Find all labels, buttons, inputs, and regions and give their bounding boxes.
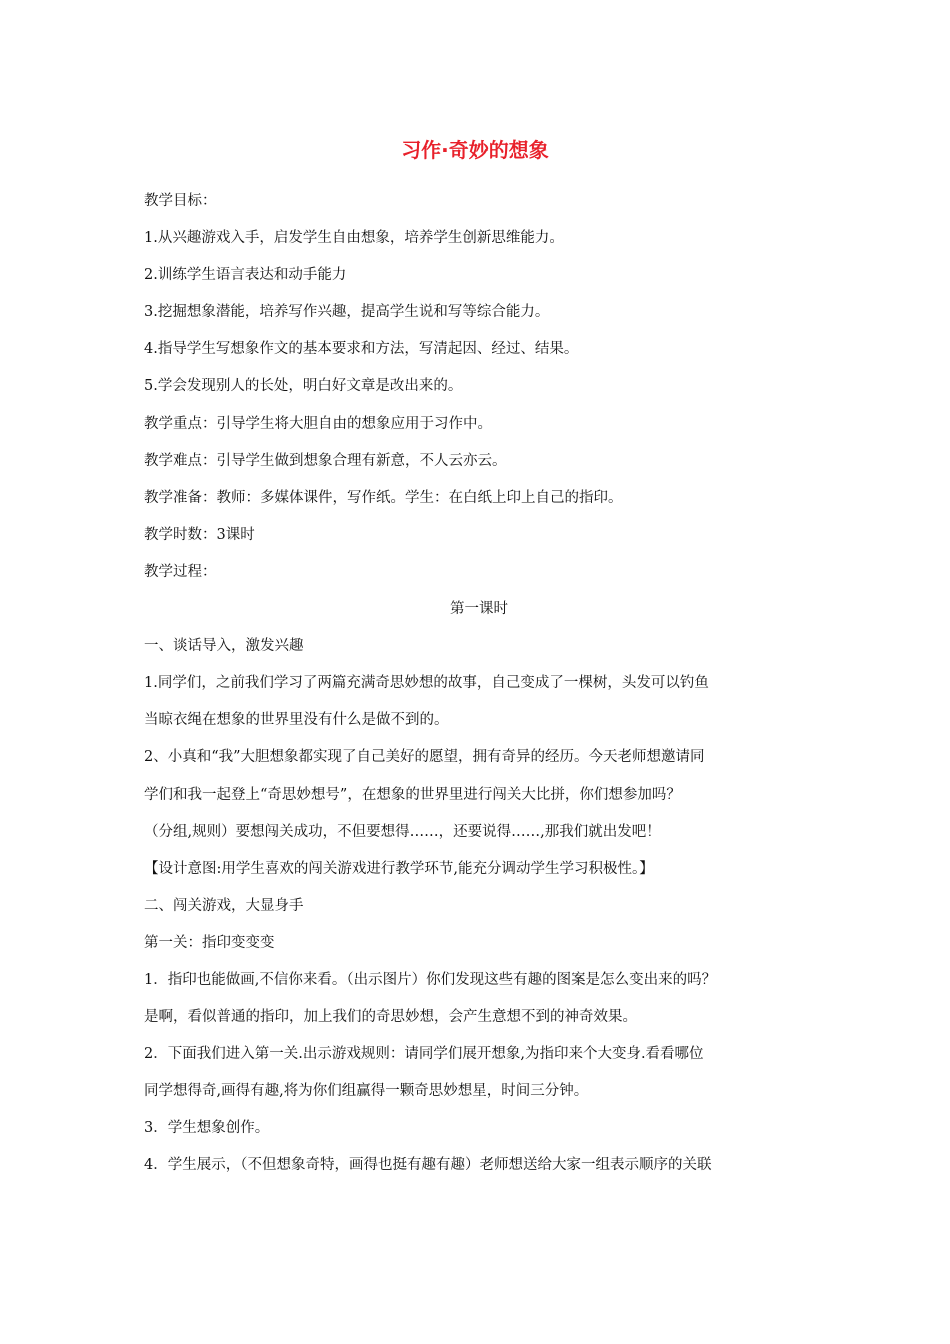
document-body [144,183,814,1185]
text-line: 3.挖掘想象潜能，培养写作兴趣，提高学生说和写等综合能力。 [144,304,550,321]
text-line: 【设计意图:用学生喜欢的闯关游戏进行教学环节,能充分调动学生学习积极性。】 [144,860,654,877]
text-line: 当晾衣绳在想象的世界里没有什么是做不到的。 [144,712,449,729]
section-heading: 第一课时 [450,601,508,618]
document-title: 习作·奇妙的想象 [401,138,549,162]
text-line: 5.学会发现别人的长处，明白好文章是改出来的。 [144,378,463,395]
text-line: 4．学生展示，（不但想象奇特，画得也挺有趣有趣）老师想送给大家一组表示顺序的关联 [144,1157,712,1174]
text-line: 2、小真和“我”大胆想象都实现了自己美好的愿望，拥有奇异的经历。今天老师想邀请同 [144,749,705,766]
text-line: 一、谈话导入，激发兴趣 [144,638,304,655]
text-line: 1．指印也能做画,不信你来看。（出示图片）你们发现这些有趣的图案是怎么变出来的吗？ [144,971,717,988]
text-line: 教学目标： [144,193,217,209]
text-line: （分组,规则）要想闯关成功，不但要想得……，还要说得……,那我们就出发吧！ [144,823,661,840]
text-line: 是啊，看似普通的指印，加上我们的奇思妙想，会产生意想不到的神奇效果。 [144,1009,637,1026]
text-line: 教学难点：引导学生做到想象合理有新意，不人云亦云。 [144,452,507,469]
text-line: 二、闯关游戏，大显身手 [144,897,304,914]
text-line: 教学时数：3课时 [144,526,255,543]
text-line: 3．学生想象创作。 [144,1120,270,1137]
text-line: 学们和我一起登上“奇思妙想号”，在想象的世界里进行闯关大比拼，你们想参加吗？ [144,786,681,803]
text-line: 2．下面我们进入第一关.出示游戏规则：请同学们展开想象,为指印来个大变身.看看哪位 [144,1046,704,1063]
text-line: 教学过程： [144,563,217,580]
text-line: 同学想得奇,画得有趣,将为你们组赢得一颗奇思妙想星，时间三分钟。 [144,1083,589,1100]
text-line: 4.指导学生写想象作文的基本要求和方法，写清起因、经过、结果。 [144,341,579,358]
text-line: 1.从兴趣游戏入手，启发学生自由想象，培养学生创新思维能力。 [144,230,564,247]
text-line: 第一关：指印变变变 [144,934,275,951]
text-line: 1.同学们，之前我们学习了两篇充满奇思妙想的故事，自己变成了一棵树，头发可以钓鱼 [144,675,709,692]
text-line: 2.训练学生语言表达和动手能力 [144,267,347,284]
text-line: 教学准备：教师：多媒体课件，写作纸。学生：在白纸上印上自己的指印。 [144,489,623,506]
text-line: 教学重点：引导学生将大胆自由的想象应用于习作中。 [144,415,492,432]
